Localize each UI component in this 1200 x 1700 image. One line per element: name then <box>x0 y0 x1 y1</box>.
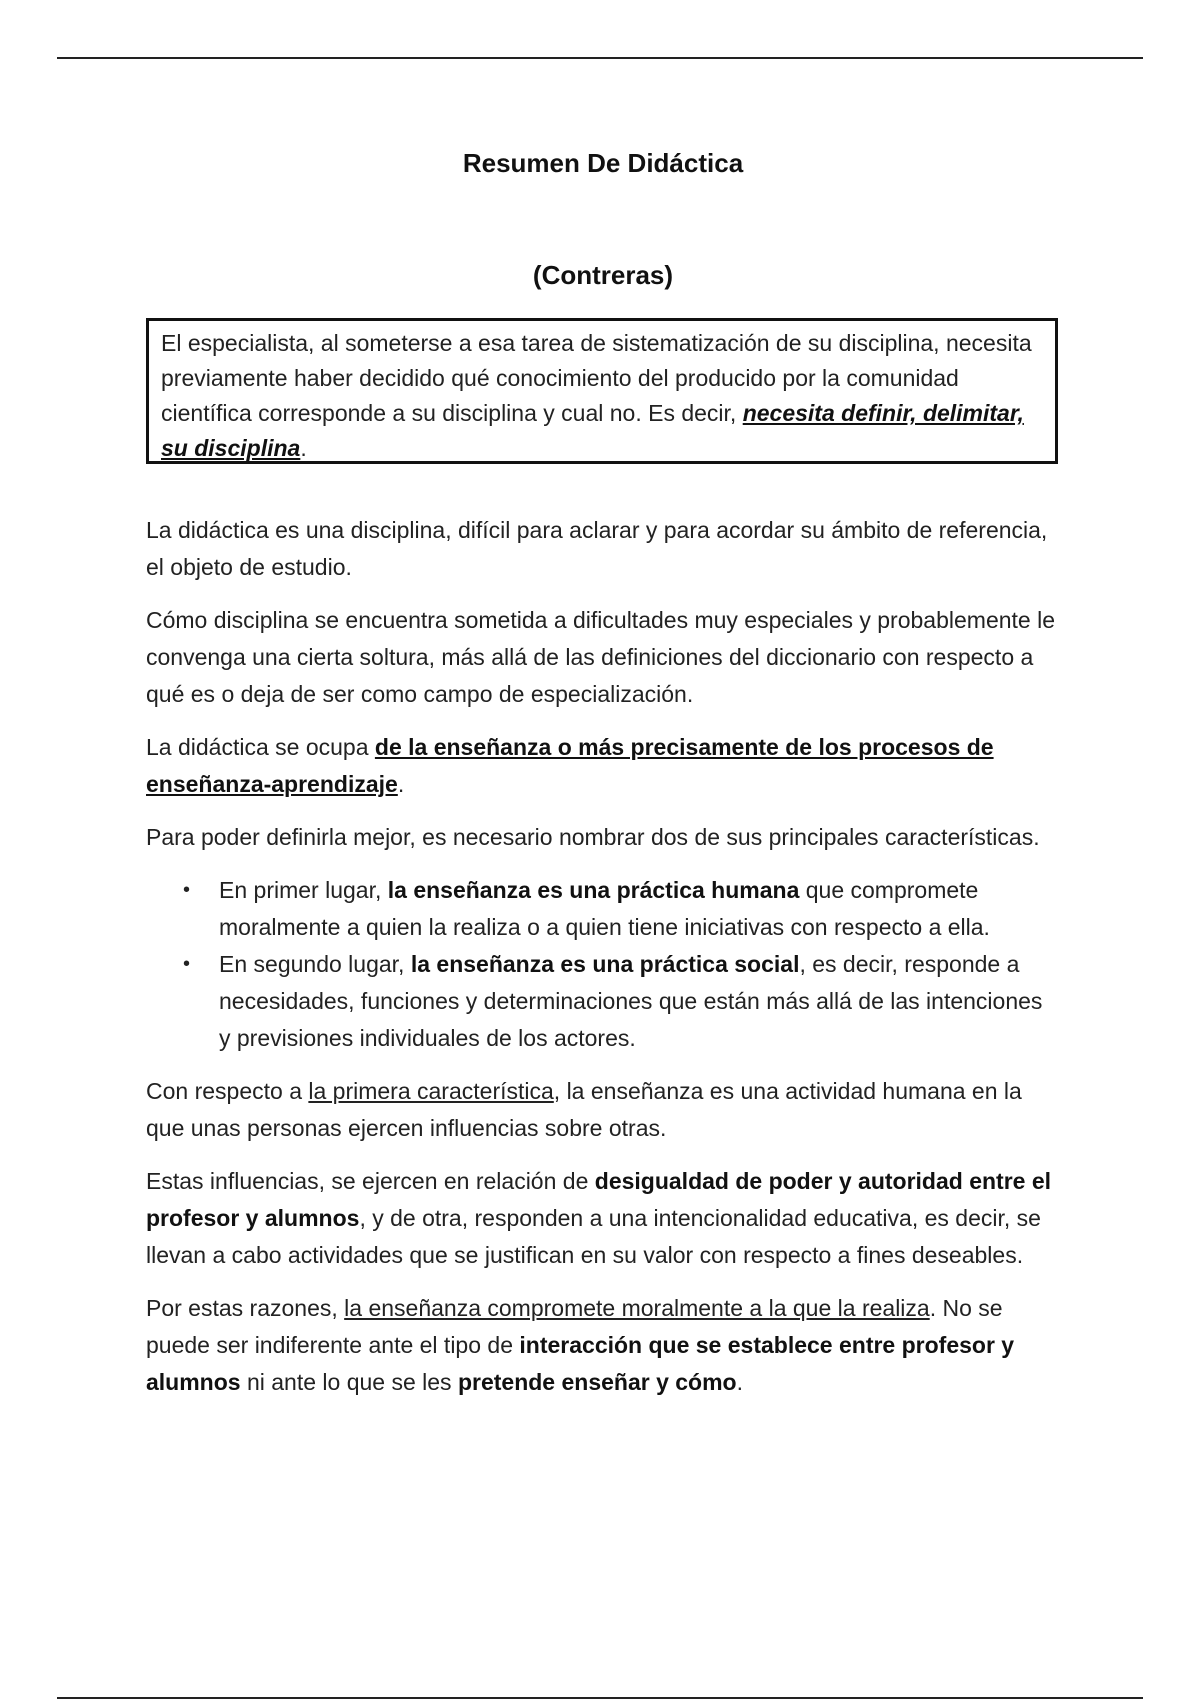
list-item-text-end: , es decir, responde a necesidades, funciones y determinaciones que están más allá de las intenciones y previsiones individuales de los actores. <box>219 951 1043 1051</box>
paragraph-3-end: . <box>397 771 405 797</box>
bullet-icon: • <box>183 879 191 901</box>
paragraph-6-emphasis: desigualdad de poder y autoridad entre el profesor y alumnos <box>146 1168 1052 1231</box>
bullet-icon: • <box>183 953 191 975</box>
document-subtitle: (Contreras) <box>532 260 674 290</box>
highlight-box <box>146 318 1058 464</box>
paragraph-7-text-2: . No se puede ser indiferente ante el tipo de <box>146 1295 1003 1358</box>
paragraph-3-emphasis: de la enseñanza o más precisamente de los procesos de enseñanza-aprendizaje <box>146 734 994 797</box>
paragraph-7-text-3: ni ante lo que se les <box>240 1369 458 1395</box>
list-item-emphasis: la enseñanza es una práctica humana <box>387 877 800 903</box>
document-body <box>146 512 1060 1417</box>
paragraph-5-text: Con respecto a <box>146 1078 309 1104</box>
paragraph-7-underlined: la enseñanza compromete moralmente a la que la realiza <box>344 1295 930 1321</box>
paragraph-3-text: La didáctica se ocupa <box>146 734 375 760</box>
list-item-emphasis: la enseñanza es una práctica social <box>410 951 800 977</box>
paragraph-5-end: , la enseñanza es una actividad humana en la que unas personas ejercen influencias sobre otras. <box>146 1078 1022 1141</box>
list-item-text: En segundo lugar, <box>219 951 411 977</box>
characteristics-list <box>146 872 1060 1057</box>
paragraph-7 <box>146 1290 1060 1401</box>
paragraph-7-text: Por estas razones, <box>146 1295 345 1321</box>
list-item <box>183 872 1060 946</box>
paragraph-7-end: . <box>736 1369 743 1395</box>
paragraph-5 <box>146 1073 1060 1147</box>
paragraph-6 <box>146 1163 1060 1274</box>
paragraph-5-underlined: la primera característica <box>308 1078 554 1104</box>
paragraph-2: Cómo disciplina se encuentra sometida a dificultades muy especiales y probablemente le convenga una cierta soltura, más allá de las definiciones del diccionario con respecto a qué es o deja de ser como campo de especialización. <box>146 607 1055 707</box>
paragraph-7-emphasis-1: interacción que se establece entre profesor y alumnos <box>146 1332 1015 1395</box>
paragraph-6-text: Estas influencias, se ejercen en relación de <box>146 1168 595 1194</box>
list-item-text: En primer lugar, <box>219 877 388 903</box>
document-title: Resumen De Didáctica <box>462 148 744 178</box>
footer-rule <box>57 1697 1143 1699</box>
box-end: . <box>300 435 307 461</box>
box-text: El especialista, al someterse a esa tarea de sistematización de su disciplina, necesita previamente haber decidido qué conocimiento del producido por la comunidad científica corresponde a su disciplina y cual no. Es decir, <box>161 330 1032 426</box>
list-item <box>183 946 1060 1057</box>
paragraph-3 <box>146 729 1060 803</box>
box-emphasis: necesita definir, delimitar, su disciplina <box>161 400 1024 461</box>
paragraph-7-emphasis-2: pretende enseñar y cómo <box>457 1369 737 1395</box>
paragraph-4: Para poder definirla mejor, es necesario nombrar dos de sus principales características. <box>146 824 1040 850</box>
paragraph-6-end: , y de otra, responden a una intencionalidad educativa, es decir, se llevan a cabo actividades que se justifican en su valor con respecto a fines deseables. <box>146 1205 1041 1268</box>
paragraph-1: La didáctica es una disciplina, difícil para aclarar y para acordar su ámbito de referencia, el objeto de estudio. <box>146 517 1048 580</box>
header-rule <box>57 57 1143 59</box>
list-item-text-end: que compromete moralmente a quien la realiza o a quien tiene iniciativas con respecto a ella. <box>219 877 990 940</box>
